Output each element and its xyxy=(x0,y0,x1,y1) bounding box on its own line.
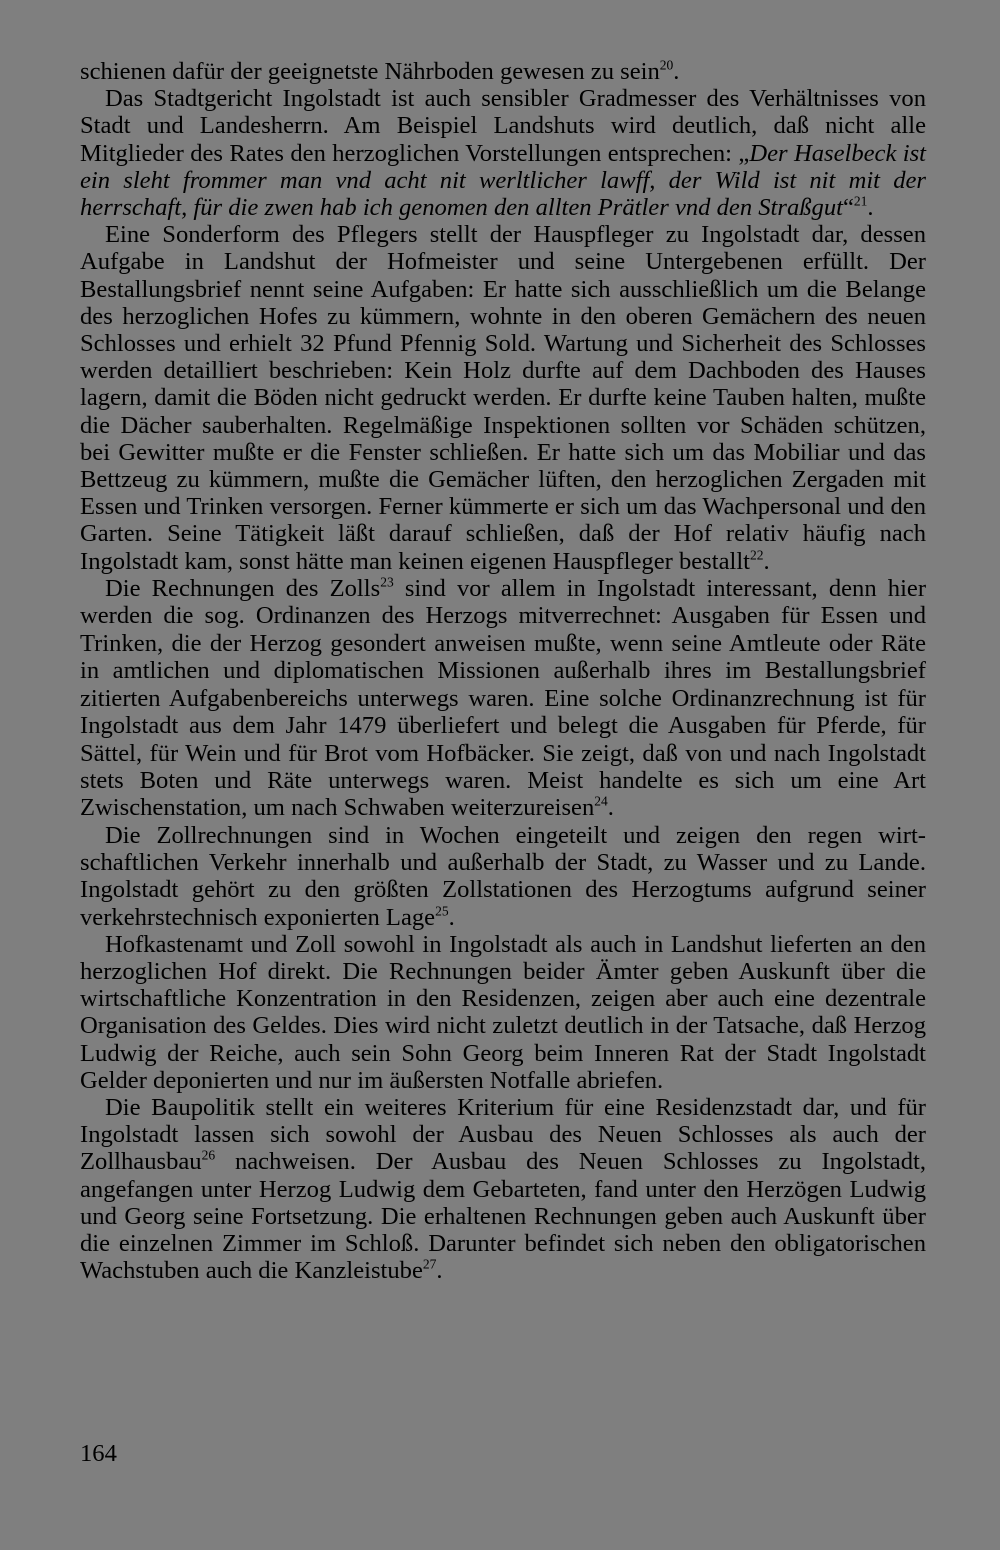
paragraph-5 xyxy=(80,822,926,931)
body-text: Die Zollrechnungen sind in Wochen eingeteilt und zeigen den regen wirtschaftlichen Verkehr innerhalb und außerhalb der Stadt, zu Wasser und zu Lande. Ingolstadt gehört zu den größten Zollstationen des Herzogtums aufgrund seiner verkehrstechnisch exponierten Lage xyxy=(80,821,926,931)
body-text: . xyxy=(673,58,680,85)
body-text: Die Baupolitik stellt ein weiteres Kriterium für eine Residenzstadt dar, und für Ingolstadt lassen sich sowohl der Ausbau des Neuen Schlosses als auch der Zollhausbau xyxy=(80,1093,926,1176)
page-body xyxy=(80,58,926,1284)
footnote-marker: 20 xyxy=(659,57,674,73)
body-text: Eine Sonderform des Pflegers stellt der Hauspfleger zu Ingolstadt dar, dessen Aufgabe in Landshut der Hofmeister und seine Untergebenen erfüllt. Der Bestallungsbrief nennt seine Aufgaben: Er hatte sich ausschließlich um die Belange des herzoglichen Hofes zu kümmern, wohnte in den oberen Gemächern des neuen Schlosses und erhielt 32 Pfund Pfennig Sold. Wartung und Sicherheit des Schlosses werden detailliert beschrieben: Kein Holz durfte auf dem Dachboden des Hauses lagern, damit die Böden nicht gedruckt werden. Er durfte keine Tauben halten, mußte die Dächer sauberhalten. Regelmäßige Inspektionen sollten vor Schäden schützen, bei Gewitter mußte er die Fenster schließen. Er hatte sich um das Mobiliar und das Bettzeug zu kümmern, mußte die Gemächer lüften, den herzoglichen Zergaden mit Essen und Trinken versorgen. Ferner kümmerte er sich um das Wachpersonal und den Garten. Seine Tätigkeit läßt darauf schließen, daß der Hof relativ häufig nach Ingolstadt kam, sonst hätte man keinen eigenen Hauspfleger bestallt xyxy=(80,221,926,575)
body-text: schienen dafür der geeignetste Nährboden gewesen zu sein xyxy=(80,58,660,85)
body-text: nachweisen. Der Ausbau des Neuen Schlosses zu Ingolstadt, angefangen unter Herzog Ludwig dem Gebarteten, fand unter den Herzögen Ludwig und Georg seine Fortsetzung. Die erhaltenen Rechnungen geben auch Auskunft über die einzelnen Zimmer im Schloß. Darunter befindet sich neben den obligatorischen Wachstuben auch die Kanzleistube xyxy=(80,1148,926,1285)
body-text: Die Rechnungen des Zolls xyxy=(105,574,381,602)
footnote-marker: 22 xyxy=(750,547,764,563)
body-text: . xyxy=(448,903,455,931)
footnote-marker: 25 xyxy=(435,903,449,919)
paragraph-1 xyxy=(80,58,926,85)
body-text: . xyxy=(436,1257,443,1285)
footnote-marker: 23 xyxy=(380,574,394,590)
paragraph-2 xyxy=(80,85,926,221)
paragraph-6 xyxy=(80,931,926,1094)
footnote-marker: 26 xyxy=(201,1147,216,1163)
paragraph-3 xyxy=(80,221,926,575)
body-text: sind vor allem in Ingolstadt interessant, denn hier werden die sog. Ordinanzen des Herzogs mitverrechnet: Ausgaben für Essen und Trinken, die der Herzog gesondert anweisen mußte, wenn seine Amtleute oder Räte in amtlichen und diplomatischen Missionen außerhalb ihres im Bestallungsbrief zitierten Aufgabenbereichs unterwegs waren. Eine solche Ordinanzrechnung ist für Ingolstadt aus dem Jahr 1479 überliefert und belegt die Ausgaben für Pferde, für Sättel, für Wein und für Brot vom Hofbäcker. Sie zeigt, daß von und nach Ingolstadt stets Boten und Räte unterwegs waren. Meist handelte es sich um eine Art Zwischenstation, um nach Schwaben weiterzureisen xyxy=(80,574,927,822)
paragraph-4 xyxy=(80,575,926,822)
paragraph-7 xyxy=(80,1094,926,1284)
body-text: . xyxy=(867,194,874,222)
footnote-marker: 24 xyxy=(594,794,608,810)
body-text: Das Stadtgericht Ingolstadt ist auch sensibler Gradmesser des Verhältnisses von Stadt und Landesherrn. Am Beispiel Landshuts wird deutlich, daß nicht alle Mitglieder des Rates den herzoglichen Vorstellungen entsprechen: „ xyxy=(80,85,926,167)
footnote-marker: 21 xyxy=(853,193,868,209)
page-number: 164 xyxy=(80,1440,117,1467)
body-text: Hofkastenamt und Zoll sowohl in Ingolstadt als auch in Landshut lieferten an den herzoglichen Hof direkt. Die Rechnungen beider Ämter geben Auskunft über die wirtschaftliche Konzentration in den Residenzen, zeigen aber auch eine dezentrale Organisation des Geldes. Dies wird nicht zuletzt deutlich in der Tatsache, daß Herzog Ludwig der Reiche, auch sein Sohn Georg beim Inneren Rat der Stadt Ingolstadt Gelder deponierten und nur im äußersten Notfalle abriefen. xyxy=(80,930,926,1094)
body-text: “ xyxy=(842,194,854,222)
quotation-text: Der Haselbeck ist ein sleht frommer man vnd acht nit werltlicher lawff, der Wild ist nit mit der herrschaft, für die zwen hab ich genomen den allten Prätler vnd den Straßgut xyxy=(80,139,926,222)
footnote-marker: 27 xyxy=(422,1256,437,1272)
body-text: . xyxy=(763,547,770,575)
body-text: . xyxy=(607,794,614,822)
